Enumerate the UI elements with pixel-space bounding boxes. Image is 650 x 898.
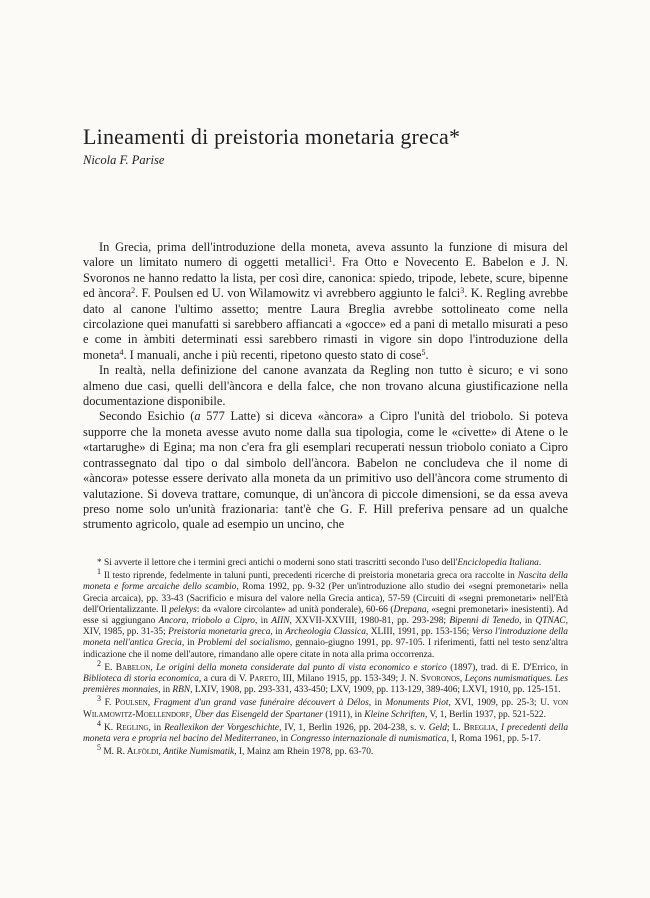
footnote-3: $^3$ F. Poulsen, Fragment d'un grand vase funéraire découvert à Délos, in Monuments Piot, XVI, 1909, pp. 25-3; U. von Wilamowitz-Moellendorf, Über das Eisengeld der Spartaner (1911), in Kleine Schriften, V, 1, Berlin 1937, pp. 521-522.: [83, 694, 569, 720]
article-author: Nicola F. Parise: [83, 153, 165, 167]
footnote-2: $^2$ E. Babelon, Le origini della moneta considerate dal punto di vista economico e storico (1897), trad. di E. D'Errico, in Biblioteca di storia economica, a cura di V. Pareto, III, Milano 1915, pp. 153-349; J. N. Svoronos, Leçons numismatiques. Les premières monnaies, in RBN, LXIV, 1908, pp. 293-331, 433-450; LXV, 1909, pp. 113-129, 389-406; LXVI, 1910, pp. 125-151.: [83, 658, 569, 696]
title-footnote-mark: *: [448, 124, 461, 149]
article-body: [83, 240, 568, 533]
paragraph: Secondo Esichio (a 577 Latte) si diceva «àncora» a Cipro l'unità del triobolo. Si poteva supporre che la moneta avesse avuto nome dalla sua tipologia, come le «civette» di Atene o le «tartarughe» di Egina; ma non c'era fra gli esemplari recuperati nessun triobolo coniato a Cipro contrassegnato dal tipo o dal simbolo dell'àncora. Babelon ne concludeva che il nome di «àncora» potesse essere derivato alla moneta da un primitivo uso dell'àncora come strumento di valutazione. Si doveva trattare, comunque, di un'àncora di piccole dimensioni, se da essa aveva preso nome solo un'unità frazionaria: tant'è che G. F. Hill preferiva pensare ad un qualche strumento agricolo, quale ad esempio un uncino, che: [83, 409, 568, 532]
paragraph: In realtà, nella definizione del canone avanzata da Regling non tutto è sicuro; e vi sono almeno due casi, quelli dell'àncora e della falce, che non trovano alcuna giustificazione nella documentazione disponibile.: [83, 363, 568, 409]
footnote-ref: 2: [131, 286, 136, 296]
footnote-ref: 3: [460, 286, 465, 296]
footnote-star: * Si avverte il lettore che i termini greci antichi o moderni sono stati trascritti secondo l'uso dell'Enciclopedia Italiana.: [97, 558, 542, 568]
article-title: [83, 124, 583, 150]
footnote-ref: 1: [328, 255, 333, 265]
footnote-4: $^4$ K. Regling, in Reallexikon der Vorgeschichte, IV, 1, Berlin 1926, pp. 204-238, s. v. Geld; L. Breglia, I precedenti della moneta vera e propria nel bacino del Mediterraneo, in Congresso internazionale di numismatica, I, Roma 1961, pp. 5-17.: [83, 718, 569, 745]
article-title-text: Lineamenti di preistoria monetaria greca: [83, 124, 449, 149]
footnote-ref: 4: [119, 347, 124, 357]
footnote-ref: 5: [421, 347, 426, 357]
italic-ref: a: [194, 409, 201, 424]
paragraph: In Grecia, prima dell'introduzione della moneta, aveva assunto la funzione di misura del valore un limitato numero di oggetti metallici$^1$. Fra Otto e Novecento E. Babelon e J. N. Svoronos ne hanno redatto la lista, per così dire, canonica: spiedo, tripode, lebete, scure, bipenne ed àncora$^2$. F. Poulsen ed U. von Wilamowitz vi avrebbero aggiunto le falci$^3$. K. Regling avrebbe dato al canone l'ultimo assetto; mentre Laura Breglia avrebbe sottolineato come nella circolazione quei manufatti si sarebbero affiancati a «gocce» ed a pani di metallo misurati a peso e come in àmbiti determinati essi sarebbero rimasti in vigore sin dopo l'introduzione della moneta$^4$. I manuali, anche i più recenti, ripetono questo stato di cose$^5$.: [83, 240, 568, 362]
footnote-5: $^5$ M. R. Alföldi, Antike Numismatik, I, Mainz am Rhein 1978, pp. 63-70.: [97, 743, 374, 758]
footnotes: [83, 558, 568, 760]
footnote-1: $^1$ Il testo riprende, fedelmente in taluni punti, precedenti ricerche di preistoria monetaria greca ora raccolte in Nascita della moneta e forme arcaiche dello scambio, Roma 1992, pp. 9-32 (Per un'introduzione allo studio dei «segni premonetari» nella Grecia arcaica), pp. 33-43 (Sacrificio e misura del valore nella Grecia antica), 57-59 (Circuiti di «segni premonetari» nell'Età dell'Orientalizzante. Il pelekys: da «valore circolante» ad unità ponderale), 60-66 (Drepana, «segni premonetari» inesistenti). Ad esse si aggiungano Ancora, triobolo a Cipro, in AIIN, XXVII-XXVIII, 1980-81, pp. 293-298; Bipenni di Tenedo, in QTNAC, XIV, 1985, pp. 31-35; Preistoria monetaria greca, in Archeologia Classica, XLIII, 1991, pp. 153-156; Verso l'introduzione della moneta nell'antica Grecia, in Problemi del socialismo, gennaio-giugno 1991, pp. 97-105. I riferimenti, fatti nel testo senz'altra indicazione che il nome dell'autore, rimandano alle opere citate in nota alla prima occorrenza.: [83, 567, 569, 660]
